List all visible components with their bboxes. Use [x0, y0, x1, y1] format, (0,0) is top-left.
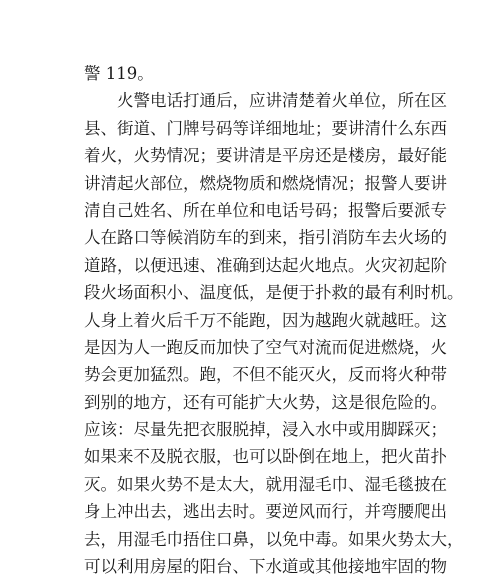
text-line: 如果来不及脱衣服，也可以卧倒在地上，把火苗扑: [84, 447, 447, 467]
text-line: 人身上着火后千万不能跑，因为越跑火就越旺。这: [84, 310, 447, 330]
text-line: 到别的地方，还有可能扩大火势，这是很危险的。: [84, 392, 447, 412]
text-line: 去，用湿毛巾捂住口鼻，以免中毒。如果火势太大，: [84, 529, 464, 549]
text-line: 县、街道、门牌号码等详细地址；要讲清什么东西: [84, 118, 447, 138]
text-line: 人在路口等候消防车的到来，指引消防车去火场的: [84, 228, 447, 248]
text-line: 道路，以便迅速、准确到达起火地点。火灾初起阶: [84, 255, 447, 275]
text-line: 着火，火势情况；要讲清是平房还是楼房，最好能: [84, 146, 447, 166]
text-line: 是因为人一跑反而加快了空气对流而促进燃烧，火: [84, 337, 447, 357]
text-line: 段火场面积小、温度低，是便于扑救的最有利时机。: [84, 283, 464, 303]
text-line: 应该：尽量先把衣服脱掉，浸入水中或用脚踩灭；: [84, 420, 447, 440]
text-line: 身上冲出去，逃出去时。要逆风而行，并弯腰爬出: [84, 502, 447, 522]
body-text: [84, 60, 464, 580]
text-line: 火警电话打通后，应讲清楚着火单位，所在区: [117, 91, 447, 111]
text-line: 灭。如果火势不是太大，就用湿毛巾、湿毛毯披在: [84, 474, 447, 494]
text-line: 清自己姓名、所在单位和电话号码；报警后要派专: [84, 200, 447, 220]
text-line: 可以利用房屋的阳台、下水道或其他接地牢固的物: [84, 557, 447, 577]
text-line: 势会更加猛烈。跑，不但不能灭火，反而将火种带: [84, 365, 447, 385]
text-line: 讲清起火部位，燃烧物质和燃烧情况；报警人要讲: [84, 173, 447, 193]
text-line: 警 119。: [84, 64, 154, 83]
